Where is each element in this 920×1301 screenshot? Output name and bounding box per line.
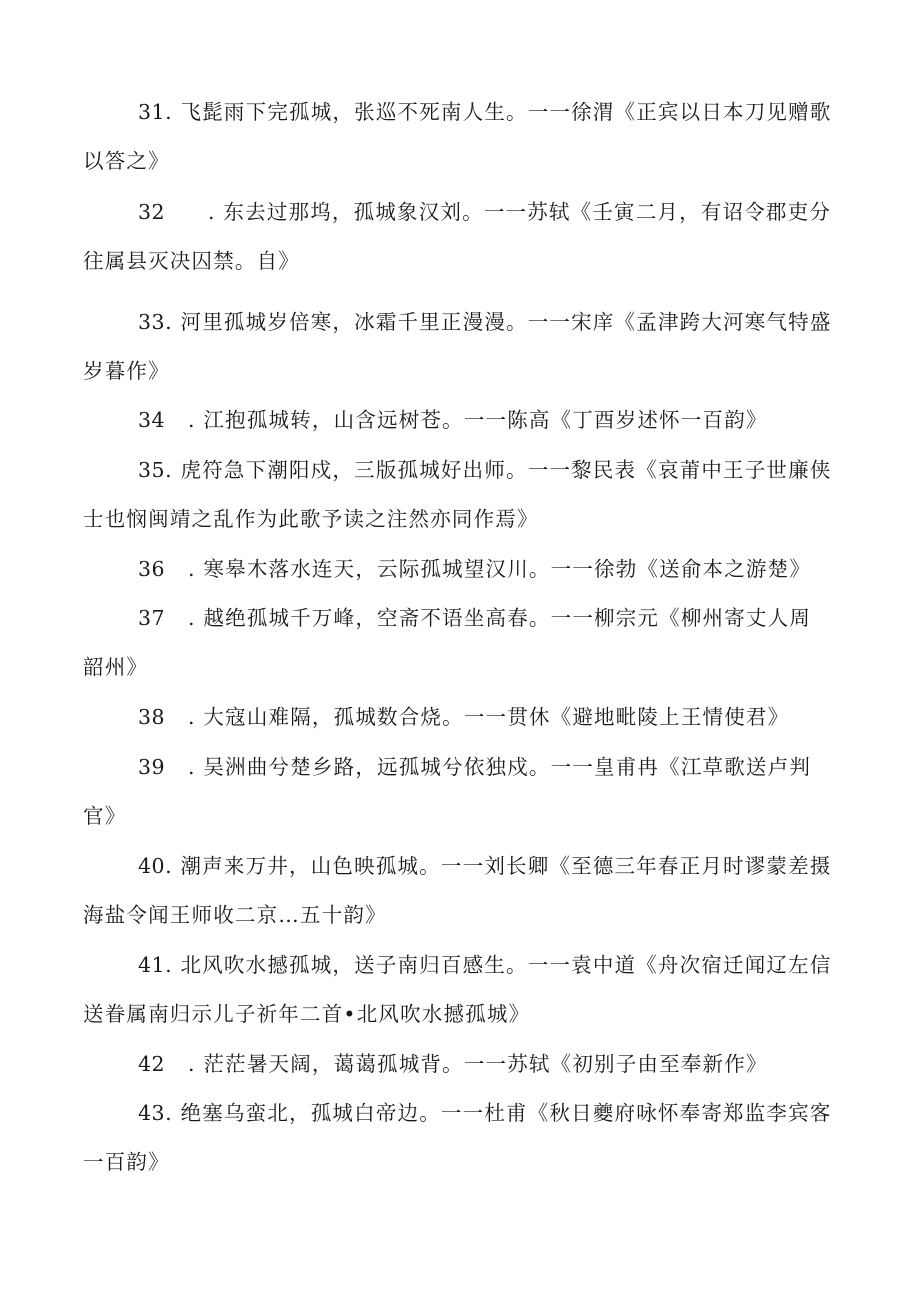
entry-number: 31 xyxy=(138,100,166,124)
entry-line xyxy=(83,88,833,137)
entry-number: 40 xyxy=(138,854,166,878)
entry-text: . 潮声来万井，山色映孤城。一一刘长卿《至德三年春正月时谬蒙差摄 xyxy=(165,854,832,878)
entry-text-continued: 士也悯闽靖之乱作为此歌予读之注然亦同作焉》 xyxy=(83,507,539,531)
entry-text-continued: 岁暮作》 xyxy=(83,359,170,383)
entry-text-continued: 以答之》 xyxy=(83,149,170,173)
poem-entry-33 xyxy=(83,298,833,396)
entry-line xyxy=(83,446,833,495)
entry-number: 42 xyxy=(138,1052,166,1076)
poem-entry-36 xyxy=(83,545,833,594)
entry-line xyxy=(83,941,833,990)
entry-text: . 吴洲曲兮楚乡路，远孤城兮依独戍。一一皇甫冉《江草歌送卢判 xyxy=(188,755,812,779)
entry-line xyxy=(83,842,833,891)
poem-entry-31 xyxy=(83,88,833,186)
entry-text: . 东去过那坞，孤城象汉刘。一一苏轼《壬寅二月，有诏令郡吏分 xyxy=(208,200,832,224)
entry-text-continued: 海盐令闻王师收二京…五十韵》 xyxy=(83,903,387,927)
poem-entry-43 xyxy=(83,1089,833,1187)
entry-text: . 越绝孤城千万峰，空斋不语坐高春。一一柳宗元《柳州寄丈人周 xyxy=(188,606,812,630)
entry-line xyxy=(83,743,833,792)
entry-text: . 北风吹水撼孤城，送子南归百感生。一一袁中道《舟次宿迁闻辽左信 xyxy=(165,953,832,977)
entry-text-continued: 韶州》 xyxy=(83,655,149,679)
entry-line xyxy=(83,396,833,445)
entry-text: . 寒皋木落水连天，云际孤城望汉川。一一徐勃《送俞本之游楚》 xyxy=(188,557,812,581)
poem-entry-35 xyxy=(83,446,833,544)
entry-text: . 虎符急下潮阳戍，三版孤城好出师。一一黎民表《哀莆中王子世廉侠 xyxy=(165,458,832,482)
entry-number: 34 xyxy=(138,408,166,432)
poem-entry-38 xyxy=(83,693,833,742)
poem-entry-42 xyxy=(83,1040,833,1089)
entry-line xyxy=(83,545,833,594)
poem-entry-32 xyxy=(83,188,833,286)
entry-line xyxy=(83,594,833,643)
entry-text: . 茫茫暑天阔，蔼蔼孤城背。一一苏轼《初别子由至奉新作》 xyxy=(188,1052,768,1076)
entry-number: 37 xyxy=(138,606,166,630)
entry-number: 41 xyxy=(138,953,166,977)
entry-line xyxy=(83,298,833,347)
entry-number: 35 xyxy=(138,458,166,482)
entry-text: . 河里孤城岁倍寒，冰霜千里正漫漫。一一宋庠《孟津跨大河寒气特盛 xyxy=(165,310,832,334)
entry-number: 36 xyxy=(138,557,166,581)
entry-text-continued: 官》 xyxy=(83,804,127,828)
entry-number: 32 xyxy=(138,200,166,224)
entry-text-continued: 送眷属南归示儿子祈年二首•北风吹水撼孤城》 xyxy=(83,1002,531,1026)
entry-text: . 飞髭雨下完孤城，张巡不死南人生。一一徐渭《正宾以日本刀见赠歌 xyxy=(165,100,832,124)
entry-number: 33 xyxy=(138,310,166,334)
entry-number: 39 xyxy=(138,755,166,779)
entry-number: 38 xyxy=(138,705,166,729)
poem-entry-41 xyxy=(83,941,833,1039)
entry-line xyxy=(83,693,833,742)
poem-entry-39 xyxy=(83,743,833,841)
entry-text-continued: 往属县灭决囚禁。自》 xyxy=(83,249,300,273)
entry-text: . 绝塞乌蛮北，孤城白帝边。一一杜甫《秋日夔府咏怀奉寄郑监李宾客 xyxy=(165,1101,832,1125)
poem-entry-40 xyxy=(83,842,833,940)
entry-text: . 江抱孤城转，山含远树苍。一一陈高《丁酉岁述怀一百韵》 xyxy=(188,408,768,432)
poem-entry-34 xyxy=(83,396,833,445)
entry-number: 43 xyxy=(138,1101,166,1125)
poem-entry-37 xyxy=(83,594,833,692)
entry-line xyxy=(83,1089,833,1138)
entry-text-continued: 一百韵》 xyxy=(83,1150,170,1174)
entry-line xyxy=(83,188,833,237)
entry-text: . 大寇山难隔，孤城数合烧。一一贯休《避地毗陵上王情使君》 xyxy=(188,705,790,729)
entry-line xyxy=(83,1040,833,1089)
